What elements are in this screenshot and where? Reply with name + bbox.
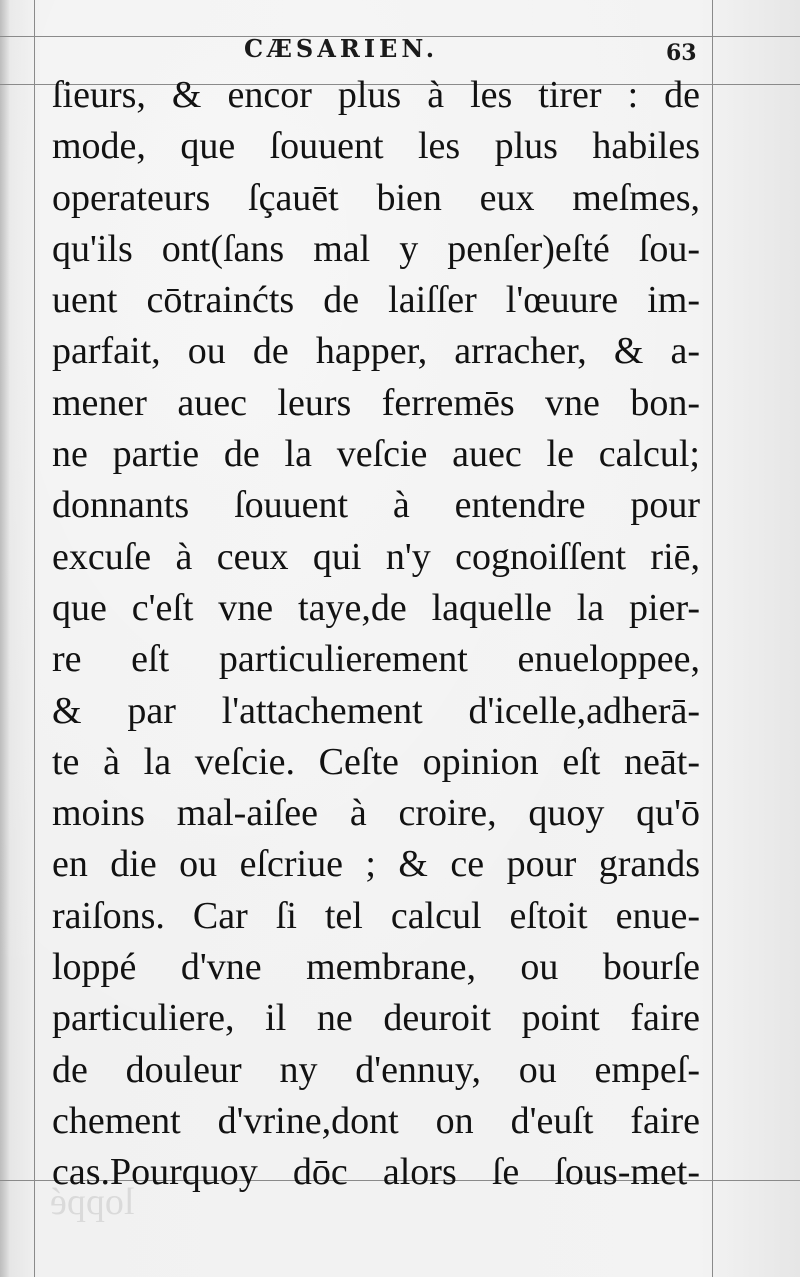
text-line: & par l'attachement d'icelle,adherā- (52, 689, 700, 732)
text-line: mener auec leurs ferremēs vne bon- (52, 381, 700, 424)
text-line: excuſe à ceux qui n'y cognoiſſent riē, (52, 535, 700, 578)
page-number: 63 (666, 40, 697, 66)
ruled-margin-line-left (34, 0, 35, 1277)
text-line: ſieurs, & encor plus à les tirer : de (52, 74, 700, 116)
text-line: uent cōtrainćts de laiſſer l'œuure im- (52, 279, 700, 322)
text-line: particuliere, il ne deuroit point faire (52, 997, 700, 1040)
text-line: donnants ſouuent à entendre pour (52, 484, 700, 527)
body-text (52, 70, 700, 1199)
text-line: que c'eſt vne taye,de laquelle la pier- (52, 586, 700, 629)
page-gutter-shadow (0, 0, 10, 1277)
text-line: parfait, ou de happer, arracher, & a- (52, 330, 700, 373)
text-line: mode, que ſouuent les plus habiles (52, 125, 700, 168)
text-line: en die ou eſcriue ; & ce pour grands (52, 843, 700, 886)
text-line: ne partie de la veſcie auec le calcul; (52, 433, 700, 476)
running-head: CÆSARIEN. (244, 34, 439, 63)
text-line: raiſons. Car ſi tel calcul eſtoit enue- (52, 894, 700, 937)
text-line: chement d'vrine,dont on d'euſt faire (52, 1099, 700, 1142)
ruled-margin-line-right (712, 0, 713, 1277)
text-line: te à la veſcie. Ceſte opinion eſt neāt- (52, 740, 700, 783)
text-line: loppé d'vne membrane, ou bourſe (52, 946, 700, 989)
text-line: re eſt particulierement enueloppee, (52, 638, 700, 681)
bleed-through-text: loppé (50, 1181, 135, 1223)
text-line: qu'ils ont(ſans mal y penſer)eſté ſou- (52, 227, 700, 270)
text-line: cas.Pourquoy dōc alors ſe ſous-met- (52, 1151, 700, 1194)
text-line: operateurs ſçauēt bien eux meſmes, (52, 176, 700, 219)
text-line: de douleur ny d'ennuy, ou empeſ- (52, 1048, 700, 1091)
text-line: moins mal-aiſee à croire, quoy qu'ō (52, 792, 700, 835)
